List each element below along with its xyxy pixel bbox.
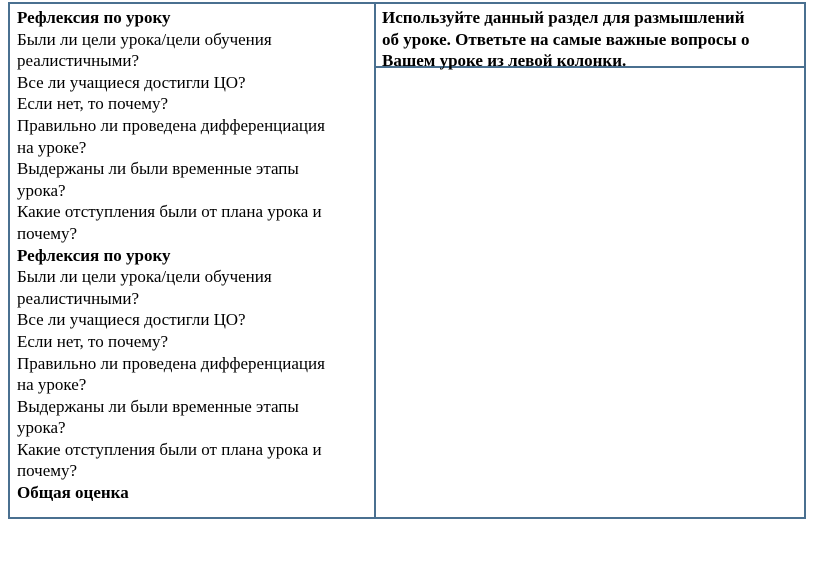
question-line: Какие отступления были от плана урока и <box>17 202 322 222</box>
reflection-questions-cell <box>10 4 376 517</box>
question-line: Все ли учащиеся достигли ЦО? <box>17 72 246 92</box>
question-line: почему? <box>17 223 78 243</box>
section-heading: Рефлексия по уроку <box>17 245 171 265</box>
reflection-table <box>8 2 806 519</box>
question-line: Были ли цели урока/цели обучения <box>17 29 272 49</box>
question-line: урока? <box>17 418 66 438</box>
question-line: на уроке? <box>17 137 87 157</box>
question-line: Все ли учащиеся достигли ЦО? <box>17 310 246 330</box>
question-line: Если нет, то почему? <box>17 94 169 114</box>
question-line: Правильно ли проведена дифференциация <box>17 353 325 373</box>
section-heading: Рефлексия по уроку <box>17 8 171 27</box>
question-line: почему? <box>17 461 78 481</box>
instruction-line: об уроке. Ответьте на самые важные вопросы о <box>382 29 750 49</box>
section-heading: Общая оценка <box>17 483 129 503</box>
question-line: на уроке? <box>17 375 87 395</box>
question-line: Выдержаны ли были временные этапы <box>17 159 299 179</box>
answer-cell[interactable] <box>376 68 804 517</box>
instruction-line: Вашем уроке из левой колонки. <box>382 51 627 71</box>
question-line: Были ли цели урока/цели обучения <box>17 267 272 287</box>
question-line: Правильно ли проведена дифференциация <box>17 115 325 135</box>
reflection-answer-column <box>376 4 804 517</box>
question-line: урока? <box>17 180 66 200</box>
question-line: реалистичными? <box>17 51 140 71</box>
question-line: Если нет, то почему? <box>17 331 169 351</box>
question-line: Выдержаны ли были временные этапы <box>17 396 299 416</box>
instruction-line: Используйте данный раздел для размышлений <box>382 8 745 27</box>
instructions-cell <box>376 4 804 71</box>
question-line: реалистичными? <box>17 288 140 308</box>
question-line: Какие отступления были от плана урока и <box>17 439 322 459</box>
